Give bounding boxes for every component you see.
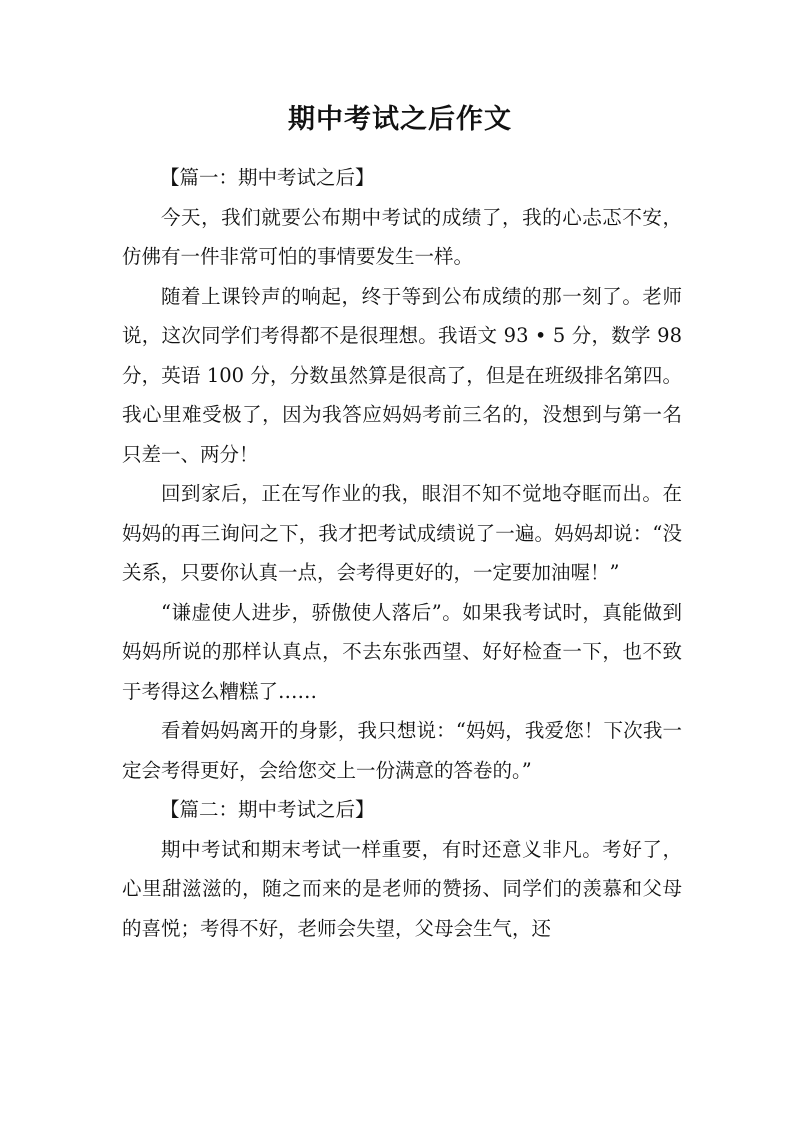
paragraph-1: 今天，我们就要公布期中考试的成绩了，我的心忐忑不安，仿佛有一件非常可怕的事情要发生一样。 — [122, 205, 682, 268]
page-title: 期中考试之后作文 — [288, 104, 512, 135]
section-heading-2: 【篇二：期中考试之后】 — [160, 798, 375, 821]
paragraph-6: 期中考试和期末考试一样重要，有时还意义非凡。考好了，心里甜滋滋的，随之而来的是老师的赞扬、同学们的羡慕和父母的喜悦；考得不好，老师会失望，父母会生气，还 — [122, 837, 682, 940]
paragraph-3: 回到家后，正在写作业的我，眼泪不知不觉地夺眶而出。在妈妈的再三询问之下，我才把考试成绩说了一遍。妈妈却说：“没关系，只要你认真一点，会考得更好的，一定要加油喔！” — [122, 482, 682, 584]
paragraph-2: 随着上课铃声的响起，终于等到公布成绩的那一刻了。老师说，这次同学们考得都不是很理想。我语文 93 • 5 分，数学 98 分，英语 100 分，分数虽然算是很高了，但是在班级排名第四。我心里难受极了，因为我答应妈妈考前三名的，没想到与第一名只差一、两分！ — [122, 284, 682, 466]
section-heading-1: 【篇一：期中考试之后】 — [160, 166, 375, 189]
paragraph-5: 看着妈妈离开的身影，我只想说：“妈妈，我爱您！下次我一定会考得更好，会给您交上一份满意的答卷的。” — [122, 719, 682, 782]
paragraph-4: “谦虚使人进步，骄傲使人落后”。如果我考试时，真能做到妈妈所说的那样认真点，不去东张西望、好好检查一下，也不致于考得这么糟糕了…… — [122, 600, 682, 703]
document-body — [122, 158, 682, 948]
